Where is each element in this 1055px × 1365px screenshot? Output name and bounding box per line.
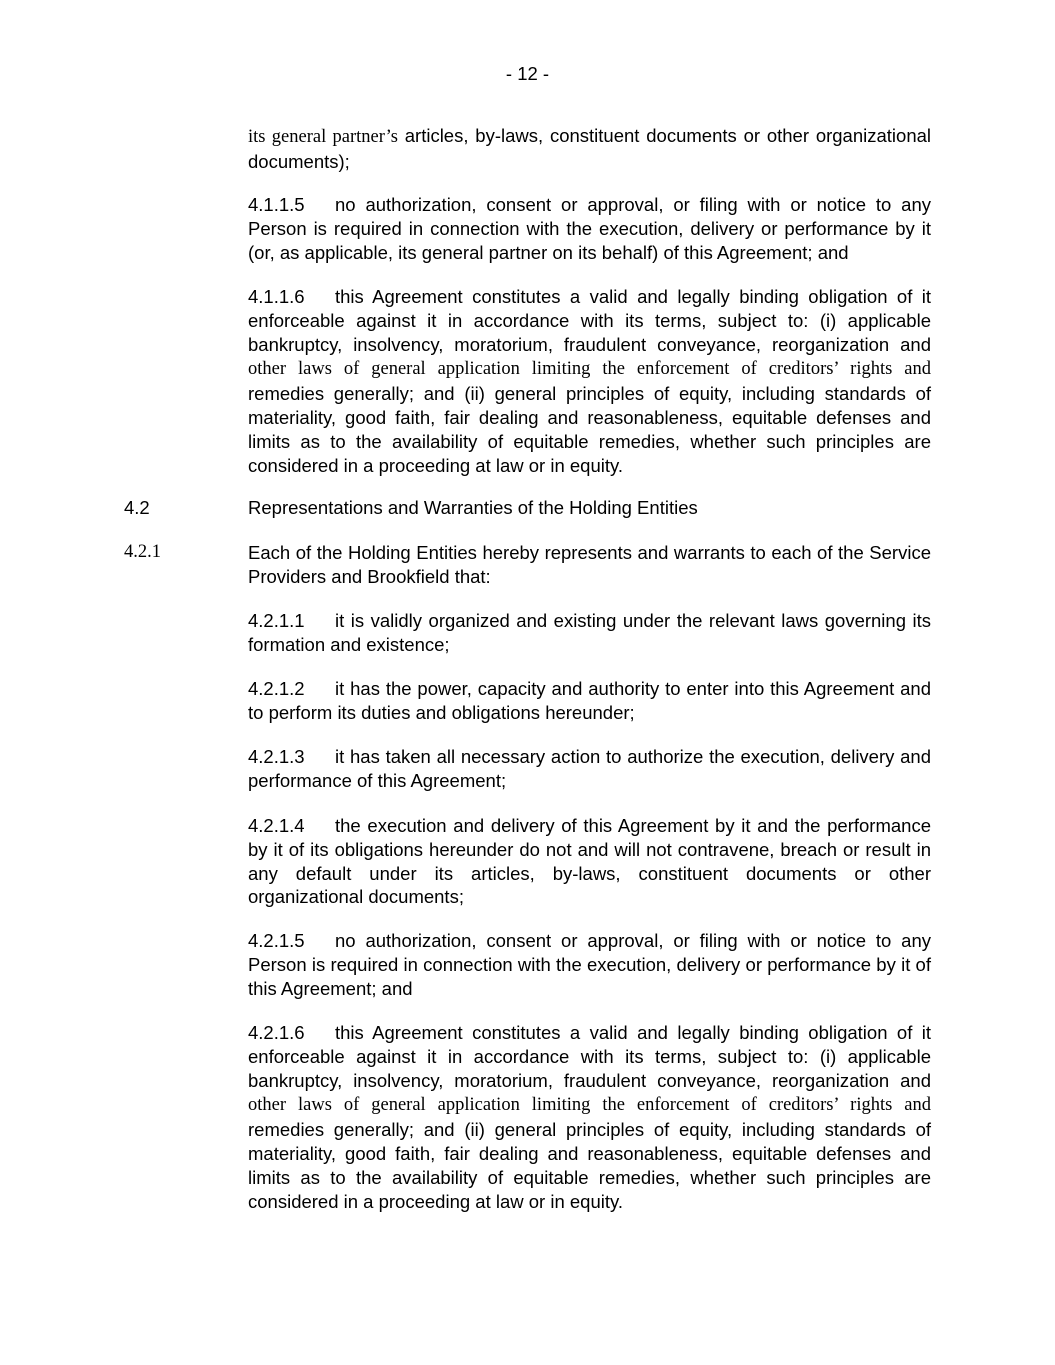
clause-text: remedies generally; and (ii) general principles of equity, including standards of materiality, good faith, fair dealing and reasonableness, equitable defenses and limits as to the availability of equitable remedies, whether such principles are considered in a proceeding at law or in equity. xyxy=(248,1119,931,1212)
clause-number: 4.2.1.3 xyxy=(248,746,305,767)
clause-4-1-1-6 xyxy=(248,285,931,477)
continuation-paragraph xyxy=(248,124,931,174)
clause-4-2-1-6 xyxy=(248,1021,931,1213)
clause-number: 4.2.1.5 xyxy=(248,930,305,951)
clause-4-2-1: Each of the Holding Entities hereby represents and warrants to each of the Service Providers and Brookfield that: xyxy=(248,542,931,587)
clause-text: no authorization, consent or approval, or filing with or notice to any Person is required in connection with the execution, delivery or performance by it (or, as applicable, its general partner on its behalf) of this Agreement; and xyxy=(248,194,931,263)
page-number: - 12 - xyxy=(505,63,550,84)
clause-text: this Agreement constitutes a valid and legally binding obligation of it enforceable against it in accordance with its terms, subject to: (i) applicable bankruptcy, insolvency, moratorium, fraudulent conveyance, reorganization and xyxy=(248,286,931,355)
clause-4-2-1-4 xyxy=(248,814,931,909)
continuation-text: articles, by-laws, constituent documents or other organizational documents); xyxy=(248,125,932,172)
clause-number: 4.1.1.5 xyxy=(248,194,305,215)
clause-4-2-1-number: 4.2.1 xyxy=(124,542,161,562)
section-number: 4.2 xyxy=(124,497,150,518)
clause-4-2-1-1 xyxy=(248,609,931,657)
clause-text: it has the power, capacity and authority to enter into this Agreement and to perform its duties and obligations hereunder; xyxy=(248,678,931,723)
clause-text: no authorization, consent or approval, or filing with or notice to any Person is required in connection with the execution, delivery or performance by it of this Agreement; and xyxy=(248,930,931,999)
clause-number: 4.1.1.6 xyxy=(248,286,305,307)
clause-text-serif: other laws of general application limiting the enforcement of creditors’ rights and xyxy=(248,1095,931,1116)
clause-number: 4.2.1.6 xyxy=(248,1022,305,1043)
clause-number: 4.2.1.2 xyxy=(248,678,305,699)
continuation-serif-text: its general partner’s xyxy=(248,127,398,147)
clause-4-1-1-5 xyxy=(248,193,931,264)
clause-text: it has taken all necessary action to authorize the execution, delivery and performance of this Agreement; xyxy=(248,746,931,791)
clause-number: 4.2.1.4 xyxy=(248,815,305,836)
clause-text-serif: other laws of general application limiting the enforcement of creditors’ rights and xyxy=(248,359,931,380)
clause-text: the execution and delivery of this Agreement by it and the performance by it of its obligations hereunder do not and will not contravene, breach or result in any default under its articles, by-laws, constituent documents or other organizational documents; xyxy=(248,815,931,908)
clause-text: this Agreement constitutes a valid and legally binding obligation of it enforceable against it in accordance with its terms, subject to: (i) applicable bankruptcy, insolvency, moratorium, fraudulent conveyance, reorganization and xyxy=(248,1022,931,1091)
clause-4-2-1-2 xyxy=(248,677,931,725)
clause-text: it is validly organized and existing under the relevant laws governing its formation and existence; xyxy=(248,610,931,655)
section-title: Representations and Warranties of the Holding Entities xyxy=(248,497,698,518)
clause-text: remedies generally; and (ii) general principles of equity, including standards of materiality, good faith, fair dealing and reasonableness, equitable defenses and limits as to the availability of equitable remedies, whether such principles are considered in a proceeding at law or in equity. xyxy=(248,383,931,476)
clause-number: 4.2.1.1 xyxy=(248,610,305,631)
clause-4-2-1-3 xyxy=(248,745,931,793)
clause-4-2-1-5 xyxy=(248,929,931,1000)
